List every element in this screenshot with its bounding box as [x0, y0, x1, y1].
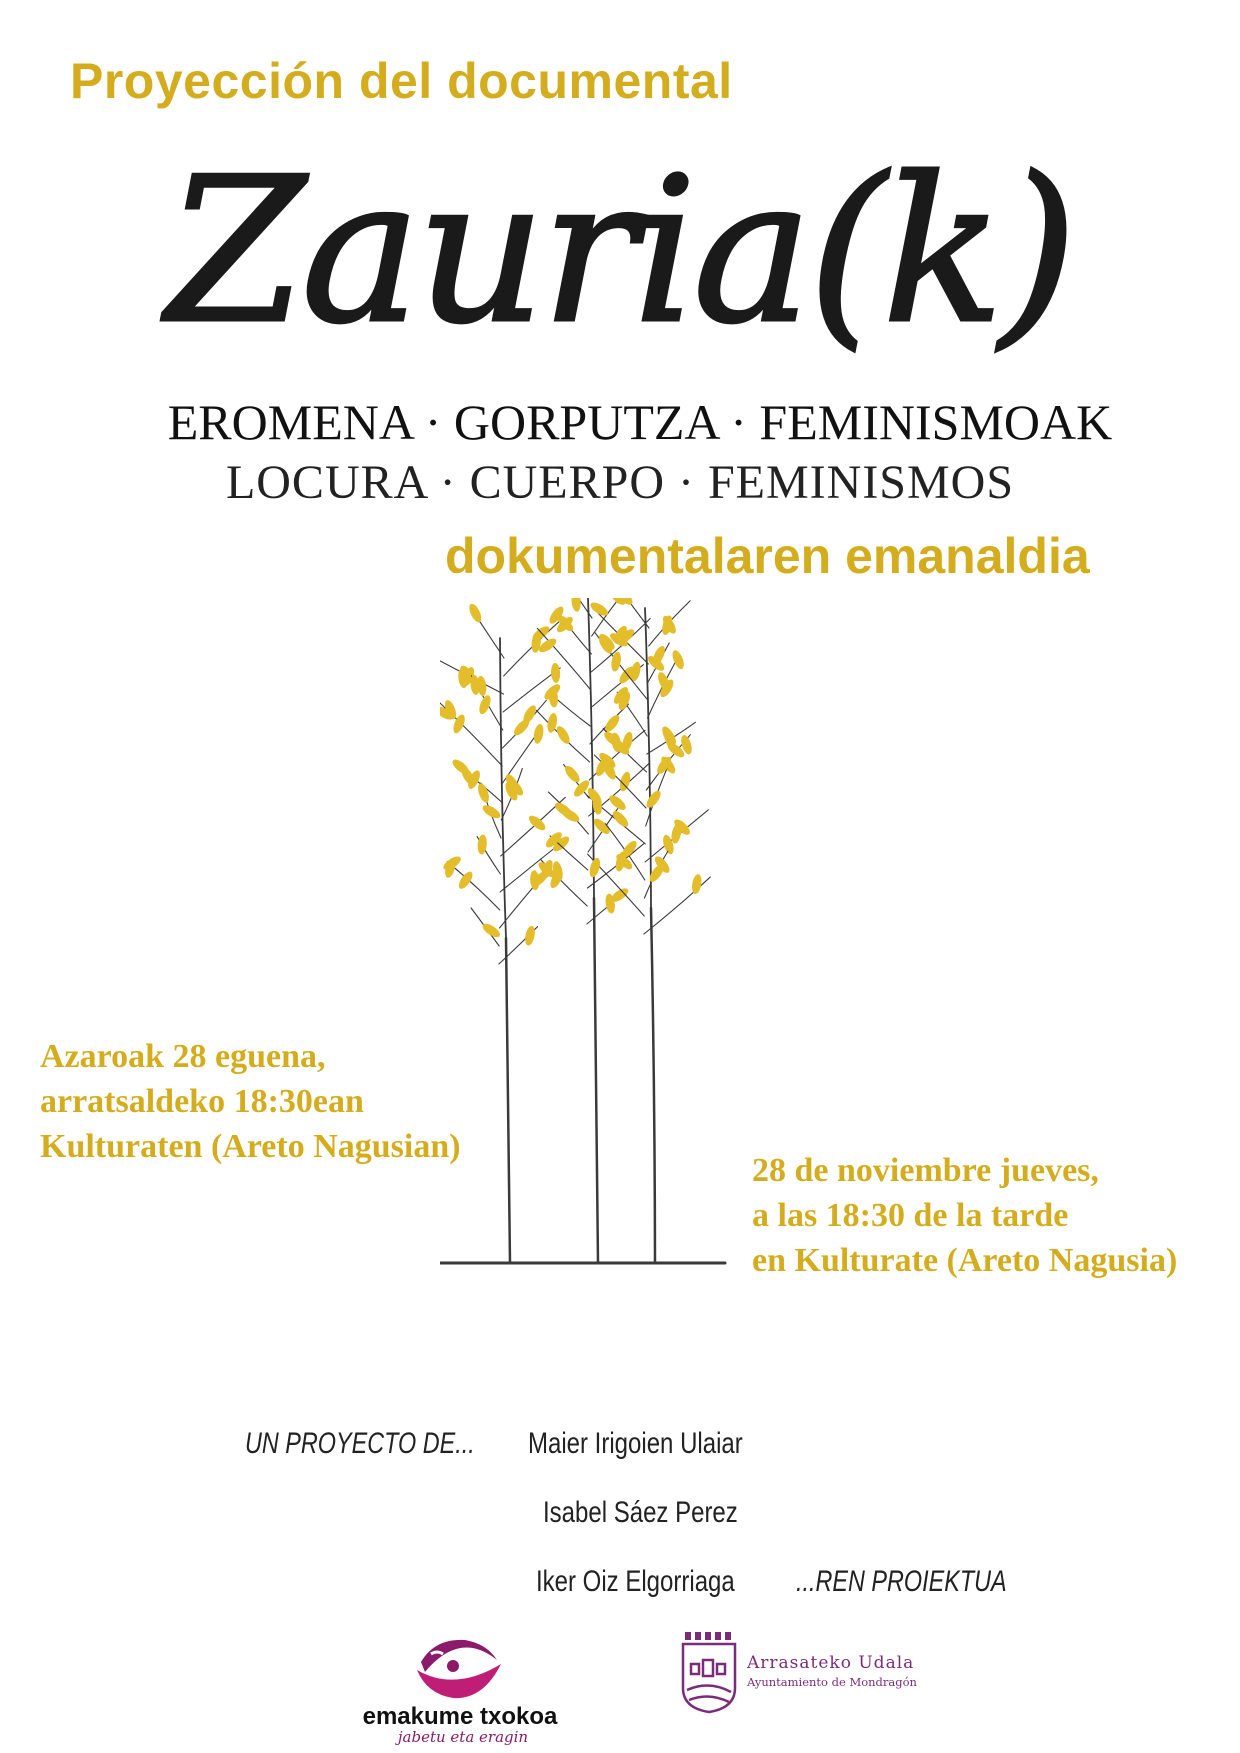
coat-of-arms-icon: [683, 1632, 735, 1712]
project-by-spanish: UN PROYECTO DE...: [245, 1427, 475, 1460]
event-details-basque: [40, 1034, 461, 1169]
subtitle-basque: EROMENA · GORPUTZA · FEMINISMOAK: [167, 394, 1113, 450]
eye-icon: [417, 1640, 501, 1698]
subtitle-spanish: LOCURA · CUERPO · FEMINISMOS: [225, 456, 1015, 509]
basque-heading: dokumentalaren emanaldia: [445, 528, 1090, 584]
event-eu-venue: Kulturaten (Areto Nagusian): [40, 1128, 461, 1165]
udala-name: Arrasateko Udala: [747, 1653, 915, 1673]
arrasateko-udala-logo: [675, 1620, 945, 1730]
film-title: [0, 130, 1240, 390]
credit-person: Iker Oiz Elgorriaga: [536, 1565, 735, 1598]
emakume-name: emakume txokoa: [362, 1703, 558, 1730]
credit-person: Isabel Sáez Perez: [543, 1496, 738, 1529]
udala-subname: Ayuntamiento de Mondragón: [747, 1675, 917, 1689]
film-title-text: Zauria(k): [166, 135, 1074, 368]
emakume-tagline: jabetu eta eragin: [397, 1728, 529, 1746]
event-es-venue: en Kulturate (Areto Nagusia): [752, 1242, 1178, 1279]
event-eu-date: Azaroak 28 eguena,: [40, 1038, 326, 1075]
top-title: Proyección del documental: [70, 53, 733, 109]
event-details-spanish: [752, 1148, 1177, 1283]
event-es-date: 28 de noviembre jueves,: [752, 1152, 1099, 1189]
event-eu-time: arratsaldeko 18:30ean: [40, 1083, 364, 1120]
event-es-time: a las 18:30 de la tarde: [752, 1197, 1069, 1234]
emakume-txokoa-logo: [355, 1620, 565, 1748]
project-by-basque: ...REN PROIEKTUA: [796, 1565, 1007, 1598]
credit-person: Maier Irigoien Ulaiar: [528, 1427, 743, 1460]
